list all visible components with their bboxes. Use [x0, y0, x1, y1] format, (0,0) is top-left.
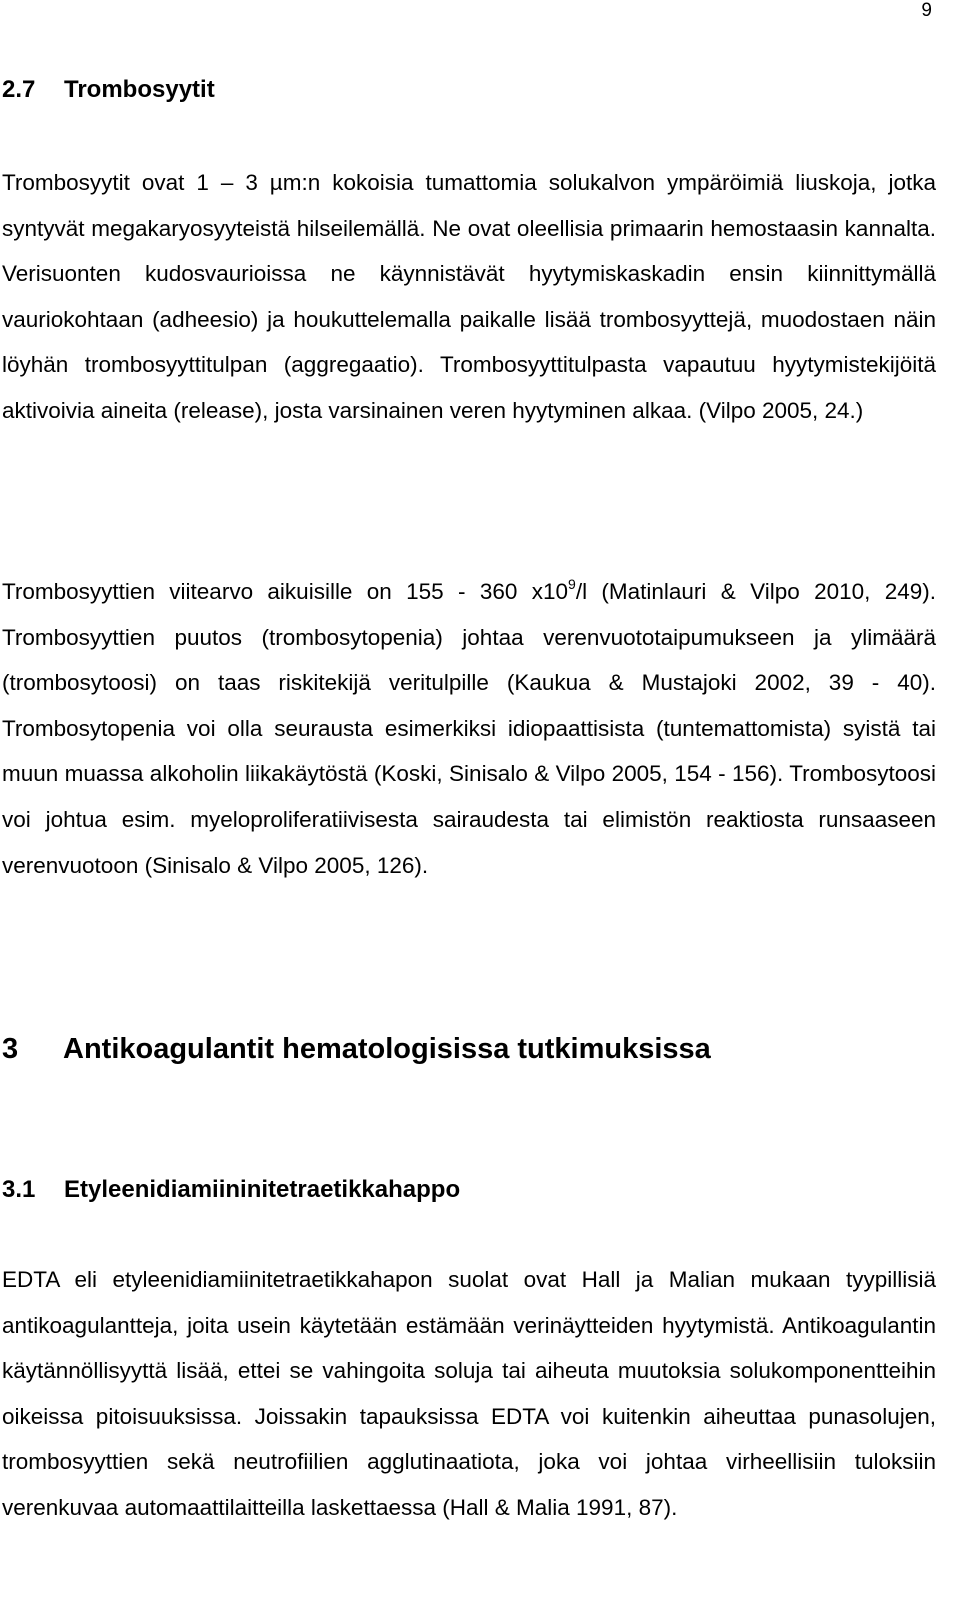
paragraph-text-start: Trombosyyttien viitearvo aikuisille on 155 - 360 x10 — [2, 579, 569, 604]
paragraph-trombosyytit-viitearvo — [2, 569, 936, 888]
section-title: Trombosyytit — [64, 76, 215, 103]
chapter-heading-3 — [2, 1032, 711, 1066]
paragraph-trombosyytit-intro: Trombosyytit ovat 1 – 3 µm:n kokoisia tumattomia solukalvon ympäröimiä liuskoja, jotka syntyvät megakaryosyyteistä hilseilemällä. Ne ovat oleellisia primaarin hemostaasin kannalta. Verisuonten kudosvaurioissa ne käynnistävät hyytymiskaskadin ensin kiinnittymällä vauriokohtaan (adheesio) ja houkuttelemalla paikalle lisää trombosyyttejä, muodostaen näin löyhän trombosyyttitulpan (aggregaatio). Trombosyyttitulpasta vapautuu hyytymistekijöitä aktivoivia aineita (release), josta varsinainen veren hyytyminen alkaa. (Vilpo 2005, 24.) — [2, 170, 936, 423]
superscript-exponent: 9 — [568, 576, 576, 592]
section-heading-3-1 — [2, 1176, 460, 1204]
paragraph-edta: EDTA eli etyleenidiamiinitetraetikkahapon suolat ovat Hall ja Malian mukaan tyypillisiä antikoagulantteja, joita usein käytetään estämään verinäytteiden hyytymistä. Antikoagulantin käytännöllisyyttä lisää, ettei se vahingoita soluja tai aiheuta muutoksia solukomponentteihin oikeissa pitoisuuksissa. Joissakin tapauksissa EDTA voi kuitenkin aiheuttaa punasolujen, trombosyyttien sekä neutrofiilien agglutinaatiota, joka voi johtaa virheellisiin tuloksiin verenkuvaa automaattilaitteilla laskettaessa (Hall & Malia 1991, 87). — [2, 1267, 936, 1520]
chapter-title: Antikoagulantit hematologisissa tutkimuksissa — [63, 1033, 711, 1065]
paragraph-text-rest: /l (Matinlauri & Vilpo 2010, 249). Trombosyyttien puutos (trombosytopenia) johtaa verenvuototaipumukseen ja ylimäärä (trombosytoosi) on taas riskitekijä veritulpille (Kaukua & Mustajoki 2002, 39 - 40). Trombosytopenia voi olla seurausta esimerkiksi idiopaattisista (tuntemattomista) syistä tai muun muassa alkoholin liikakäytöstä (Koski, Sinisalo & Vilpo 2005, 154 - 156). Trombosytoosi voi johtua esim. myeloproliferatiivisesta sairaudesta tai elimistön reaktiosta runsaaseen verenvuotoon (Sinisalo & Vilpo 2005, 126). — [2, 579, 936, 878]
section-heading-2-7 — [2, 76, 215, 104]
chapter-number: 3 — [2, 1033, 19, 1065]
section-number: 3.1 — [2, 1176, 36, 1203]
section-title: Etyleenidiamiininitetraetikkahappo — [64, 1176, 461, 1203]
section-number: 2.7 — [2, 76, 36, 103]
page-number: 9 — [921, 0, 932, 21]
